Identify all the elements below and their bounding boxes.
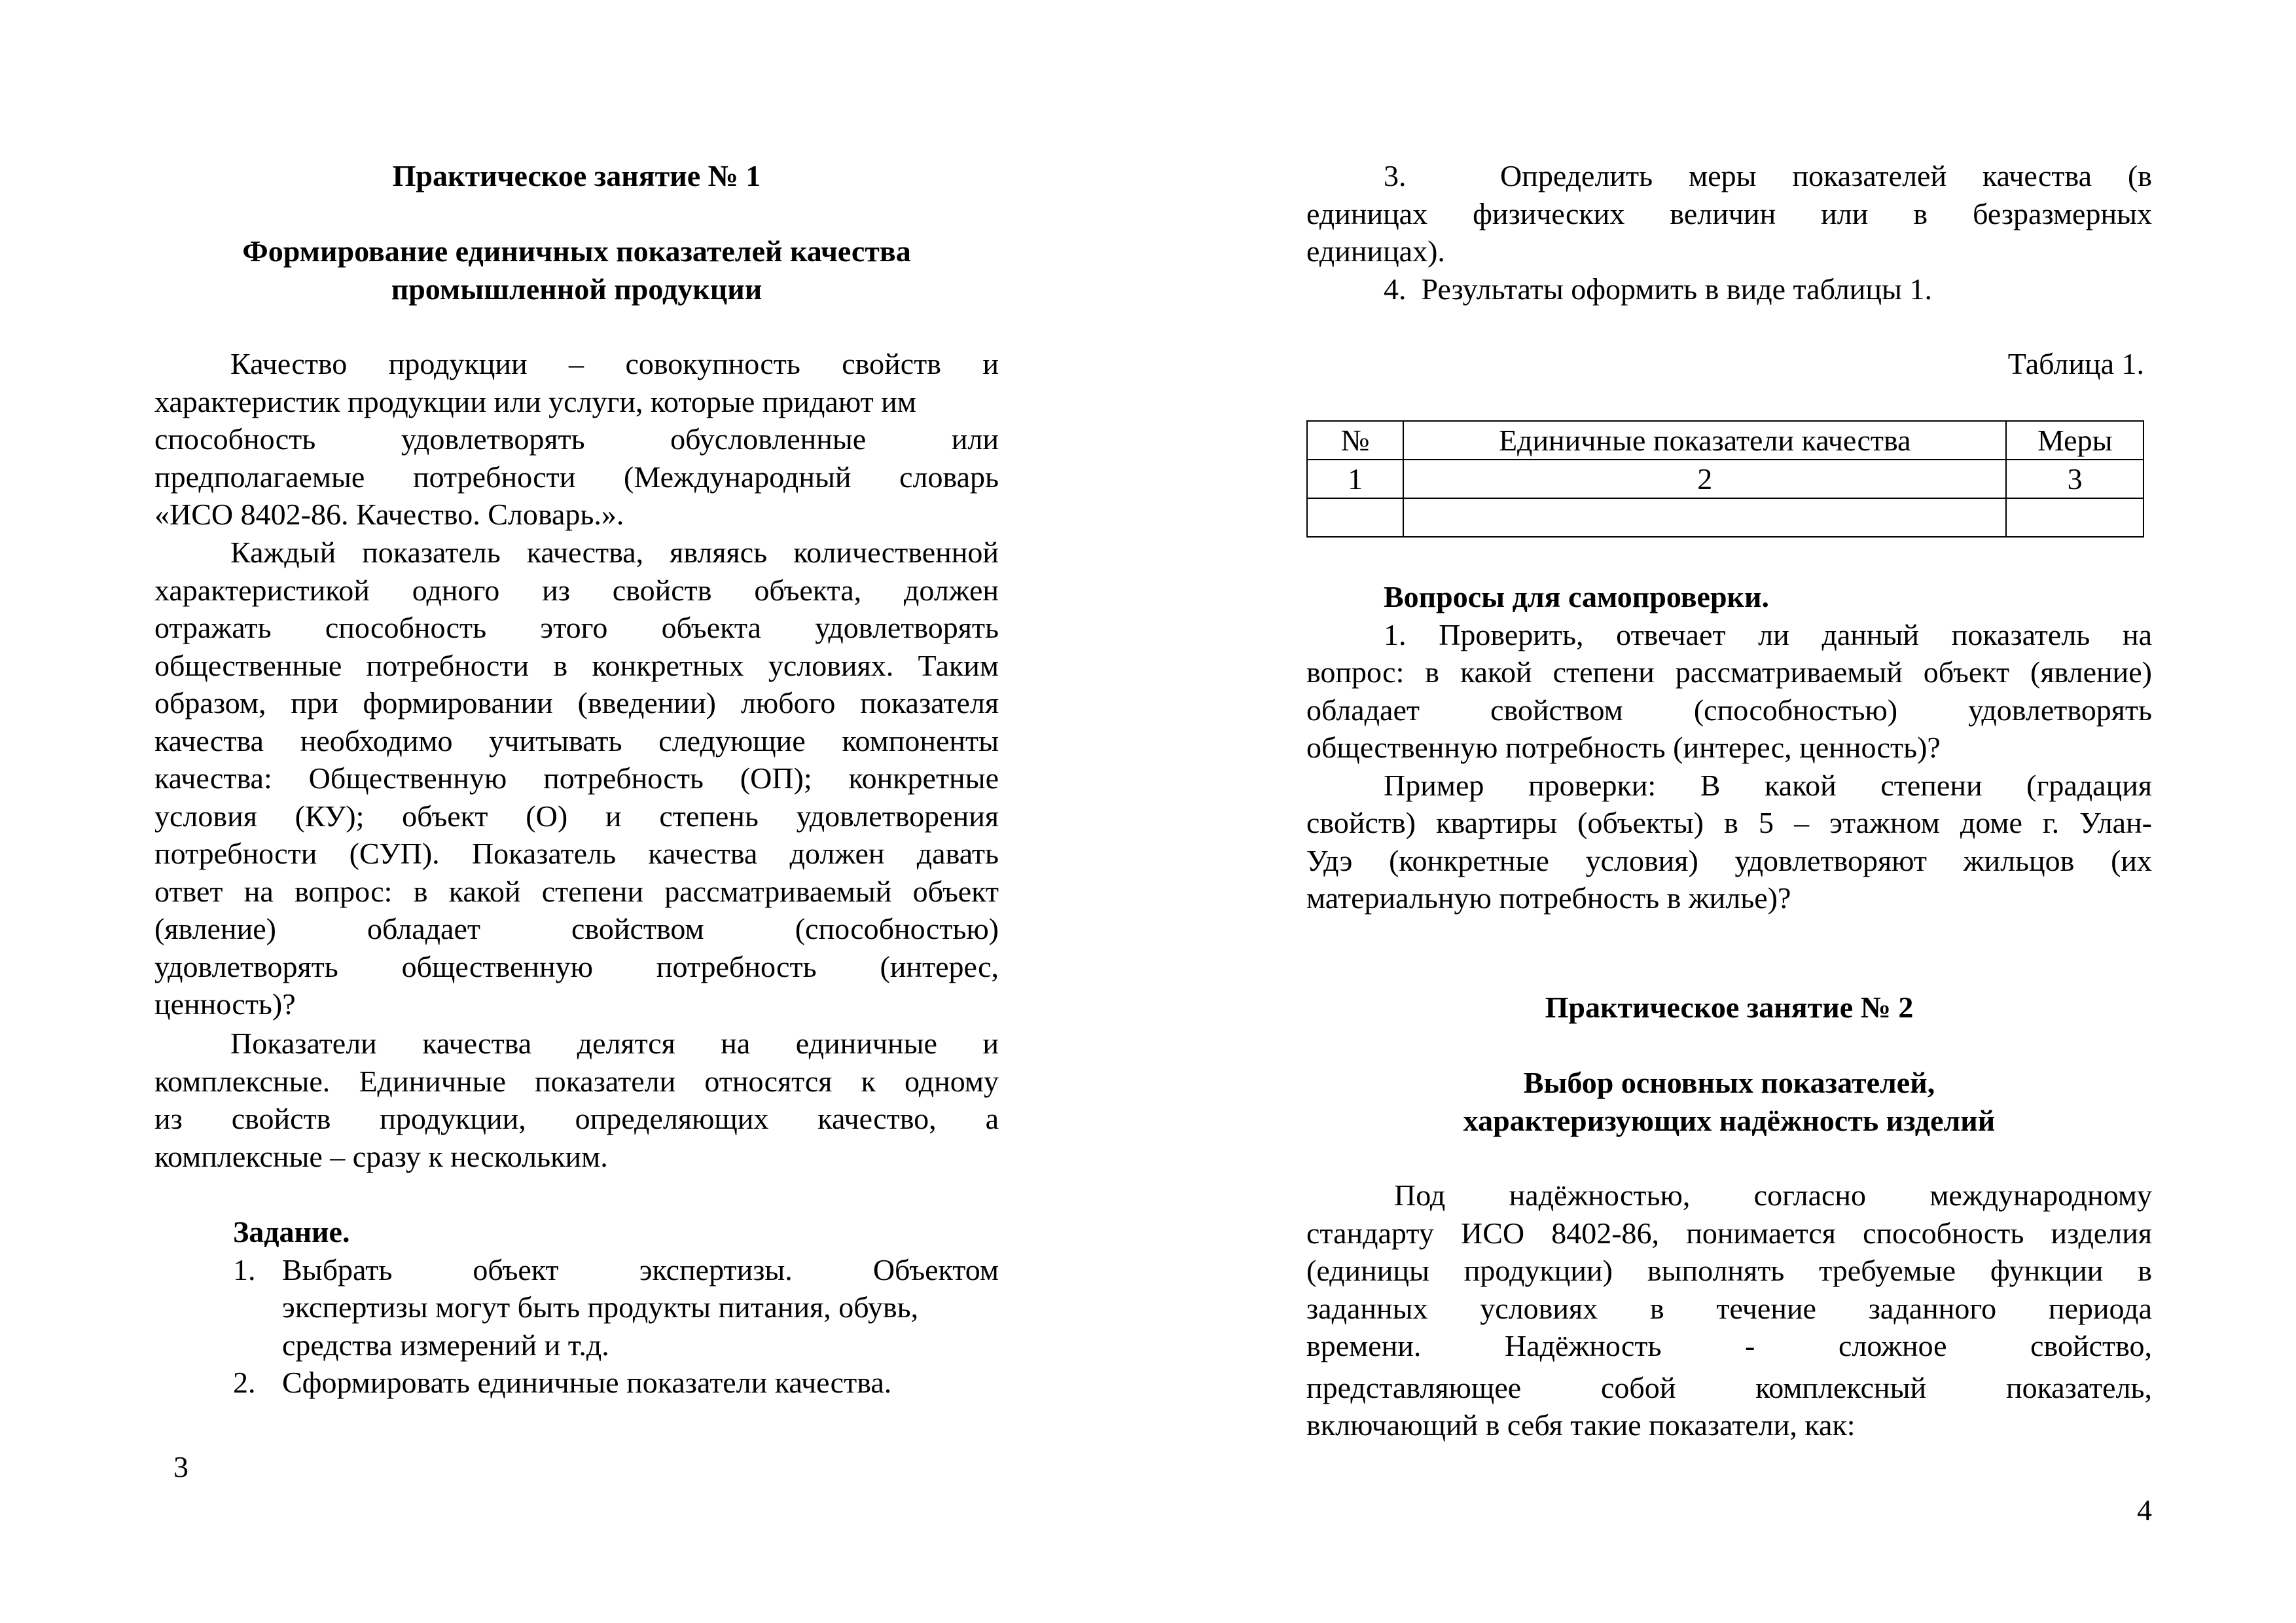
table-header-cell: № (1307, 421, 1403, 460)
text-line: единицах физических величин или в безразмерных (1306, 196, 2152, 230)
text-line: способность удовлетворять обусловленные или (154, 422, 999, 456)
questions-heading: Вопросы для самопроверки. (1384, 580, 1770, 613)
task-heading: Задание. (233, 1215, 350, 1249)
table-row (1307, 498, 2144, 537)
text-line: качества необходимо учитывать следующие компоненты (154, 723, 999, 757)
text-line: характеристик продукции или услуги, которые придают им (154, 384, 916, 418)
text-line: Качество продукции – совокупность свойств и (230, 347, 999, 380)
text-line: 1. Проверить, отвечает ли данный показатель на (1384, 617, 2152, 651)
topic-title-line2: промышленной продукции (391, 272, 762, 306)
task-item-4: 4. Результаты оформить в виде таблицы 1. (1384, 272, 1932, 306)
text-line: материальную потребность в жилье)? (1306, 881, 1791, 915)
text-line: стандарту ИСО 8402-86, понимается способность изделия (1306, 1216, 2152, 1250)
text-line: комплексные. Единичные показатели относятся к одному (154, 1064, 999, 1098)
text-line: (единицы продукции) выполнять требуемые функции в (1306, 1254, 2152, 1287)
text-line: потребности (СУП). Показатель качества должен давать (154, 837, 999, 870)
text-line: включающий в себя такие показатели, как: (1306, 1408, 1856, 1442)
task-item-2 (154, 1364, 999, 1402)
text-line: Определить меры показателей качества (в (1500, 159, 2152, 192)
text-line: времени. Надёжность - сложное свойство, (1306, 1329, 2152, 1362)
questions-section (1306, 578, 2152, 917)
text-line: ответ на вопрос: в какой степени рассматриваемый объект (154, 874, 999, 908)
left-page (154, 0, 999, 1623)
text-line: обладает свойством (способностью) удовлетворять (1306, 693, 2152, 727)
text-line: экспертизы могут быть продукты питания, обувь, (282, 1290, 919, 1324)
task-number: 2. (233, 1366, 256, 1399)
text-line: «ИСО 8402-86. Качество. Словарь.». (154, 498, 624, 531)
lesson-title: Практическое занятие № 1 (392, 159, 761, 192)
table-cell (2006, 498, 2144, 537)
text-line: комплексные – сразу к нескольким. (154, 1139, 608, 1173)
text-line: из свойств продукции, определяющих качество, а (154, 1102, 999, 1135)
task-number: 3. (1384, 159, 1407, 192)
text-line: качества: Общественную потребность (ОП); конкретные (154, 761, 999, 795)
text-line: вопрос: в какой степени рассматриваемый объект (явление) (1306, 655, 2152, 689)
lesson2-topic-line2: характеризующих надёжность изделий (1463, 1103, 1996, 1137)
text-line: заданных условиях в течение заданного периода (1306, 1291, 2152, 1325)
text-line: свойств) квартиры (объекты) в 5 – этажном доме г. Улан- (1306, 806, 2152, 839)
text-line: Удэ (конкретные условия) удовлетворяют жильцов (их (1306, 843, 2152, 877)
text-line: представляющее собой комплексный показатель, (1306, 1370, 2152, 1404)
results-table-wrapper (1306, 420, 2144, 538)
text-line: отражать способность этого объекта удовлетворять (154, 611, 999, 644)
page-number: 3 (173, 1450, 188, 1484)
page-number: 4 (2137, 1493, 2152, 1527)
text-line: Под надёжностью, согласно международному (1394, 1178, 2152, 1212)
text-line: Выбрать объект экспертизы. Объектом (282, 1252, 999, 1286)
right-page (1306, 0, 2152, 1623)
text-line: общественную потребность (интерес, ценность)? (1306, 731, 1941, 764)
text-line: Показатели качества делятся на единичные и (230, 1027, 999, 1060)
task-item-3 (1306, 157, 2152, 195)
paragraph-quality-indicator (154, 534, 999, 1023)
text-line: средства измерений и т.д. (282, 1328, 609, 1362)
table-cell (1307, 498, 1403, 537)
results-table (1306, 420, 2144, 538)
text-line: общественные потребности в конкретных условиях. Таким (154, 648, 999, 682)
text-line: удовлетворять общественную потребность (интерес, (154, 949, 999, 983)
text-line: Пример проверки: В какой степени (градация (1384, 768, 2152, 802)
table-header-cell: Меры (2006, 421, 2144, 460)
text-line: характеристикой одного из свойств объекта, должен (154, 573, 999, 607)
table-cell: 3 (2006, 460, 2144, 498)
text-line: Каждый показатель качества, являясь количественной (230, 536, 999, 569)
text-line: условия (КУ); объект (О) и степень удовлетворения (154, 799, 999, 833)
text-line: ценность)? (154, 987, 296, 1021)
task-continuation (1306, 157, 2152, 308)
table-header-row (1307, 421, 2144, 460)
task-item-1 (154, 1251, 999, 1364)
table-cell: 1 (1307, 460, 1403, 498)
paragraph-reliability (1306, 1176, 2152, 1444)
table-header-cell: Единичные показатели качества (1403, 421, 2006, 460)
table-caption: Таблица 1. (2007, 347, 2144, 380)
table-cell (1403, 498, 2006, 537)
text-line: единицах). (1306, 234, 1445, 268)
topic-title-line1: Формирование единичных показателей качества (242, 234, 911, 268)
text-line: образом, при формировании (введении) любого показателя (154, 686, 999, 720)
paragraph-indicator-types (154, 1025, 999, 1175)
task-number: 1. (233, 1252, 256, 1286)
paragraph-quality-definition (154, 345, 999, 534)
lesson2-title: Практическое занятие № 2 (1545, 991, 1914, 1024)
text-line: (явление) обладает свойством (способностью) (154, 912, 999, 945)
table-cell: 2 (1403, 460, 2006, 498)
text-line: предполагаемые потребности (Международный словарь (154, 460, 999, 494)
text-line: Сформировать единичные показатели качества. (282, 1366, 892, 1399)
task-section (154, 1213, 999, 1402)
lesson2-topic-line1: Выбор основных показателей, (1523, 1066, 1935, 1099)
table-row (1307, 460, 2144, 498)
